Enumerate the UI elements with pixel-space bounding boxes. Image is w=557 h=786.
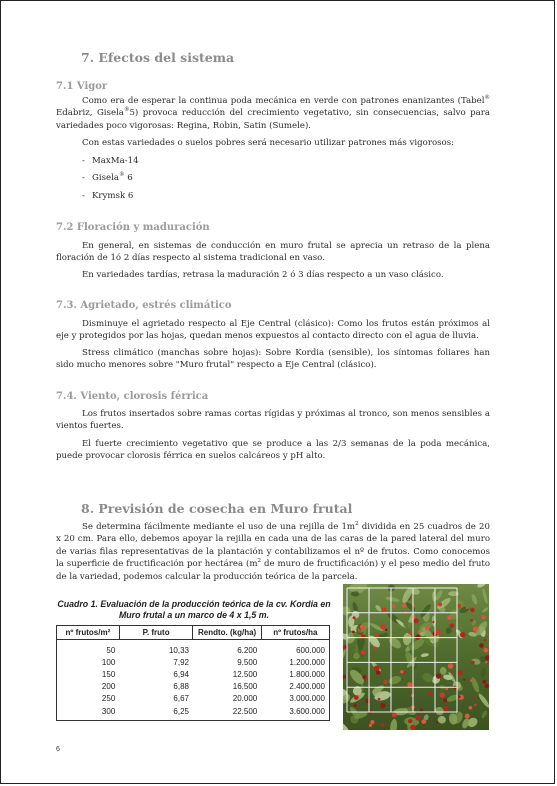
cherry	[484, 648, 489, 653]
table-caption: Cuadro 1. Evaluación de la producción teórica de la cv. Kordia en Muro frutal a un marco de 4 x 1,5 m.	[57, 599, 331, 620]
cherry	[392, 605, 395, 608]
table-cell: 1.200.000	[289, 657, 325, 667]
table-cell: 12.500	[232, 669, 258, 679]
cherry	[381, 608, 386, 613]
table-cell: 9.500	[237, 657, 258, 667]
cherry	[381, 723, 385, 727]
table-row	[57, 705, 330, 721]
cherry	[457, 670, 462, 675]
header-rendimiento: Rendto. (kg/ha)	[193, 626, 261, 640]
table-cell: 6,94	[173, 669, 189, 679]
vigor-paragraph-1: Como era de esperar la continua poda mecánica en verde con patrones enanizantes (Tabel® Edabriz, Gisela®5) provoca reducción del crecimiento vegetativo, sin consecuencias, salvo para variedades poco vigorosas: Regina, Robin, Satin (Sumele).	[56, 95, 490, 131]
table-header-row	[57, 626, 330, 640]
cherry	[432, 621, 434, 623]
cherry	[420, 709, 423, 712]
cherry	[470, 619, 473, 622]
cherry	[392, 713, 397, 718]
cherry	[400, 670, 404, 674]
table-cell: 50	[106, 645, 116, 655]
table-cell: 250	[101, 694, 116, 704]
cherry	[438, 602, 442, 606]
cherry	[448, 663, 453, 668]
production-table	[56, 625, 330, 721]
table-row	[57, 693, 330, 705]
cherry	[358, 630, 361, 633]
cherry	[380, 703, 385, 708]
vigor-paragraph-2: Con estas variedades o suelos pobres será necesario utilizar patrones más vigorosos:	[82, 138, 455, 148]
list-item: - Gisela® 6	[82, 172, 133, 183]
cherry	[415, 635, 420, 640]
table-cell: 300	[101, 706, 116, 716]
cherry	[407, 682, 412, 687]
table-cell: 7,92	[173, 657, 189, 667]
cherry	[360, 650, 365, 655]
table-cell: 200	[101, 682, 116, 692]
cherry	[447, 615, 452, 620]
cherry	[440, 692, 445, 697]
viento-paragraph-1: Los frutos insertados sobre ramas cortas rígidas y próximas al tronco, son menos sensibles a vientos fuertes.	[56, 409, 490, 432]
subsection-7-2-title: 7.2 Floración y maduración	[56, 222, 210, 233]
subsection-7-3-title: 7.3. Agrietado, estrés climático	[56, 300, 232, 311]
cherry	[421, 719, 426, 724]
cherry	[374, 665, 380, 671]
table-row	[57, 656, 330, 668]
table-row	[57, 668, 330, 680]
cherry	[370, 720, 374, 724]
cherry	[378, 698, 381, 701]
cherry	[484, 639, 487, 642]
cherry	[485, 684, 489, 688]
cherry	[474, 698, 477, 701]
table-cell: 2.400.000	[289, 682, 325, 692]
cherry	[402, 603, 406, 607]
cherry	[463, 679, 465, 681]
table-cell: 16.500	[232, 682, 258, 692]
table-row	[57, 681, 330, 693]
table-cell: 150	[101, 669, 116, 679]
table-cell: 20.000	[232, 694, 258, 704]
viento-paragraph-2: El fuerte crecimiento vegetativo que se produce a las 2/3 semanas de la poda mecánica, puede provocar clorosis férrica en suelos calcáreos y pH alto.	[56, 439, 490, 462]
cherry	[352, 631, 355, 634]
agrietado-paragraph-1: Disminuye el agrietado respecto al Eje Central (clásico): Como los frutos están próximos al eje y protegidos por las hojas, quedan menos expuestos al contacto directo con el agua de lluvia.	[56, 319, 490, 342]
cherry	[408, 719, 413, 724]
cherry	[353, 703, 357, 707]
cherry	[412, 615, 416, 619]
cherry	[471, 661, 475, 665]
subsection-7-1-title: 7.1 Vigor	[56, 81, 108, 92]
cherry	[482, 680, 486, 684]
header-frutos-m2: nº frutos/m²	[57, 626, 120, 640]
table-cell: 6.200	[237, 645, 258, 655]
cherry	[445, 688, 448, 691]
cherry	[425, 626, 430, 631]
cherry	[383, 680, 387, 684]
cherry	[366, 699, 371, 704]
header-frutos-ha: nº frutos/ha	[261, 626, 329, 640]
list-item: - Krymsk 6	[82, 191, 134, 201]
cherry	[353, 616, 356, 619]
cherry	[465, 714, 470, 719]
cherry	[364, 678, 367, 681]
cherry	[485, 661, 487, 663]
cherry	[408, 631, 411, 634]
cherry	[469, 706, 473, 710]
cherry	[466, 607, 468, 609]
section-7-title: 7. Efectos del sistema	[81, 50, 235, 65]
list-item: - MaxMa-14	[82, 156, 139, 166]
cherry	[449, 624, 454, 629]
table-cell: 6,25	[173, 706, 189, 716]
table-cell: 6,88	[173, 682, 189, 692]
cherry	[376, 633, 380, 637]
prevision-paragraph: Se determina fácilmente mediante el uso de una rejilla de $1m^2$ dividida en 25 cuadros de 20 x 20 cm. Para ello, debemos apoyar la rejilla en cada una de las caras de la pared lateral del muro de varias filas representativas de la plantación y contabilizamos el nº de frutos. Como conocemos la superficie de fructificación por hectárea ($m^2$ de muro de fructificación) y el peso medio del fruto de la variedad, podemos calcular la producción teórica de la parcela.	[56, 521, 490, 582]
table-cell: 22.500	[232, 706, 258, 716]
cherry	[482, 615, 486, 619]
floracion-paragraph-1: En general, en sistemas de conducción en muro frutal se aprecia un retraso de la plena floración de 1ó 2 días respecto al sistema tradicional en vaso.	[56, 241, 490, 264]
cherry	[410, 725, 415, 730]
cherry	[436, 721, 439, 724]
cherry	[374, 647, 377, 650]
cherry	[479, 643, 484, 648]
page-number: 6	[56, 746, 60, 753]
section-8-title: 8. Previsión de cosecha en Muro frutal	[81, 501, 353, 516]
subsection-7-4-title: 7.4. Viento, clorosis férrica	[56, 391, 209, 402]
cherry	[369, 724, 372, 727]
cherry-grid-photo	[343, 584, 489, 730]
cherry	[415, 715, 420, 720]
cherry	[435, 629, 441, 635]
cherry	[360, 624, 365, 629]
agrietado-paragraph-2: Stress climático (manchas sobre hojas): Sobre Kordia (sensible), los síntomas foliares han sido mucho menores sobre "Muro frutal" respecto a Eje Central (clásico).	[56, 348, 490, 371]
cherry	[474, 704, 477, 707]
cherry	[458, 695, 461, 698]
table-cell: 600.000	[296, 645, 325, 655]
cherry	[436, 673, 441, 678]
cherry	[470, 608, 475, 613]
floracion-paragraph-2: En variedades tardías, retrasa la maduración 2 ó 3 días respecto a un vaso clásico.	[82, 270, 444, 280]
table-row	[57, 640, 330, 657]
table-cell: 3.000.000	[289, 694, 325, 704]
cherry	[380, 624, 385, 629]
table-cell: 3.600.000	[289, 706, 325, 716]
cherry	[428, 691, 432, 695]
cherry	[443, 706, 448, 711]
table-cell: 1.800.000	[289, 669, 325, 679]
cherry	[418, 631, 421, 634]
cherry	[443, 698, 447, 702]
cherry	[470, 679, 473, 682]
cherry	[473, 626, 478, 631]
table-cell: 100	[101, 657, 116, 667]
table-cell: 6,67	[173, 694, 189, 704]
cherry	[385, 629, 387, 631]
header-peso-fruto: P. fruto	[119, 626, 193, 640]
table-cell: 10,33	[168, 645, 189, 655]
cherry	[354, 695, 359, 700]
cherry	[460, 632, 465, 637]
cherry	[414, 618, 419, 623]
cherry	[361, 634, 366, 639]
